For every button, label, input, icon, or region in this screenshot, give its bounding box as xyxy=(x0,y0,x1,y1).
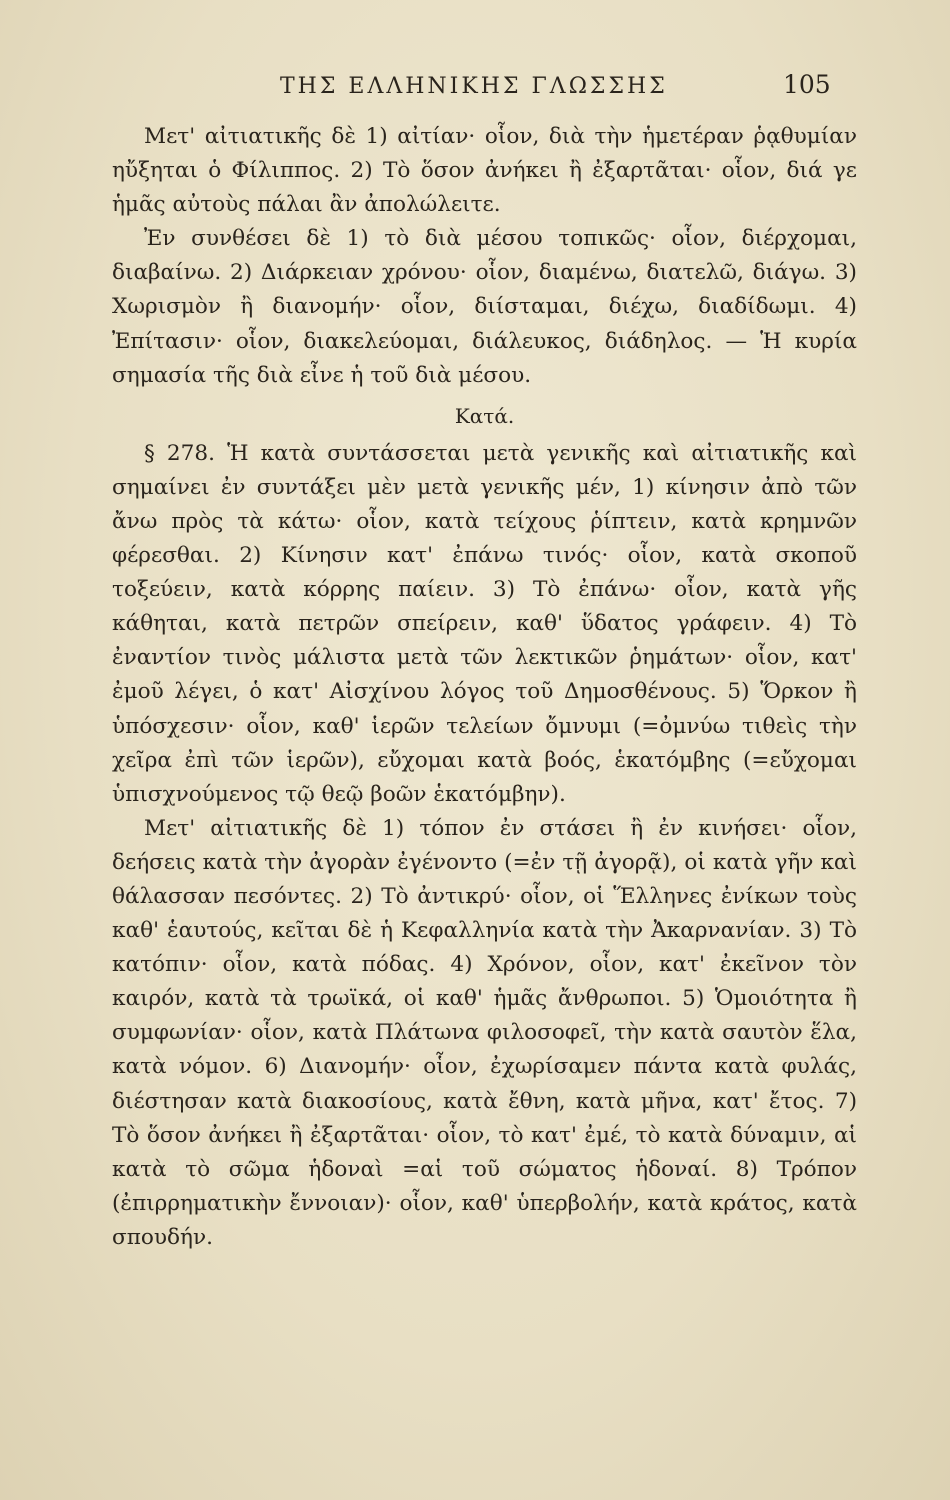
paragraph-kata-accusative: Μετ' αἰτιατικῆς δὲ 1) τόπον ἐν στάσει ἢ ἐν κινήσει· οἷον, δεήσεις κατὰ τὴν ἀγορὰν ἐγένοντο (=ἐν τῇ ἀγορᾷ), οἱ κατὰ γῆν καὶ θάλασσαν πεσόντες. 2) Τὸ ἀντικρύ· οἷον, οἱ Ἕλληνες ἐνίκων τοὺς καθ' ἑαυτούς, κεῖται δὲ ἡ Κεφαλληνία κατὰ τὴν Ἀκαρνανίαν. 3) Τὸ κατόπιν· οἷον, κατὰ πόδας. 4) Χρόνον, οἷον, κατ' ἐκεῖνον τὸν καιρόν, κατὰ τὰ τρωϊκά, οἱ καθ' ἡμᾶς ἄνθρωποι. 5) Ὁμοιότητα ἢ συμφωνίαν· οἷον, κατὰ Πλάτωνα φιλοσοφεῖ, τὴν κατὰ σαυτὸν ἕλα, κατὰ νόμον. 6) Διανομήν· οἷον, ἐχωρίσαμεν πάντα κατὰ φυλάς, διέστησαν κατὰ διακοσίους, κατὰ ἔθνη, κατὰ μῆνα, κατ' ἔτος. 7) Τὸ ὅσον ἀνήκει ἢ ἐξαρτᾶται· οἷον, τὸ κατ' ἐμέ, τὸ κατὰ δύναμιν, αἱ κατὰ τὸ σῶμα ἡδοναὶ =αἱ τοῦ σώματος ἡδοναί. 8) Τρόπον (ἐπιρρηματικὴν ἔννοιαν)· οἷον, καθ' ὑπερβολήν, κατὰ κράτος, κατὰ σπουδήν. xyxy=(112,815,857,1250)
page-number: 105 xyxy=(783,70,831,99)
paragraph-section-278: § 278. Ἡ κατὰ συντάσσεται μετὰ γενικῆς καὶ αἰτιατικῆς καὶ σημαίνει ἐν συντάξει μὲν μετὰ γενικῆς μέν, 1) κίνησιν ἀπὸ τῶν ἄνω πρὸς τὰ κάτω· οἷον, κατὰ τείχους ῥίπτειν, κατὰ κρημνῶν φέρεσθαι. 2) Κίνησιν κατ' ἐπάνω τινός· οἷον, κατὰ σκοποῦ τοξεύειν, κατὰ κόρρης παίειν. 3) Τὸ ἐπάνω· οἷον, κατὰ γῆς κάθηται, κατὰ πετρῶν σπείρειν, καθ' ὕδατος γράφειν. 4) Τὸ ἐναντίον τινὸς μάλιστα μετὰ τῶν λεκτικῶν ῥημάτων· οἷον, κατ' ἐμοῦ λέγει, ὁ κατ' Αἰσχίνου λόγος τοῦ Δημοσθένους. 5) Ὅρκον ἢ ὑπόσχεσιν· οἷον, καθ' ἱερῶν τελείων ὄμνυμι (=ὀμνύω τιθεὶς τὴν χεῖρα ἐπὶ τῶν ἱερῶν), εὔχομαι κατὰ βοός, ἑκατόμβης (=εὔχομαι ὑπισχνούμενος τῷ θεῷ βοῶν ἑκατόμβην). xyxy=(112,440,857,807)
body-text xyxy=(112,120,857,1255)
paragraph-dia-composition: Ἐν συνθέσει δὲ 1) τὸ διὰ μέσου τοπικῶς· οἷον, διέρχομαι, διαβαίνω. 2) Διάρκειαν χρόνου· οἷον, διαμένω, διατελῶ, διάγω. 3) Χωρισμὸν ἢ διανομήν· οἷον, διίσταμαι, διέχω, διαδίδωμι. 4) Ἐπίτασιν· οἷον, διακελεύομαι, διάλευκος, διάδηλος. — Ἡ κυρία σημασία τῆς διὰ εἶνε ἡ τοῦ διὰ μέσου. xyxy=(112,226,857,388)
running-title: ΤΗΣ ΕΛΛΗΝΙΚΗΣ ΓΛΩΣΣΗΣ xyxy=(280,74,668,99)
section-heading-kata: Κατά. xyxy=(454,403,515,428)
paragraph-dia-accusative: Μετ' αἰτιατικῆς δὲ 1) αἰτίαν· οἷον, διὰ τὴν ἡμετέραν ῥᾳθυμίαν ηὔξηται ὁ Φίλιππος. 2) Τὸ ὅσον ἀνήκει ἢ ἐξαρτᾶται· οἷον, διά γε ἡμᾶς αὐτοὺς πάλαι ἂν ἀπολώλειτε. xyxy=(112,124,857,218)
running-head xyxy=(0,68,950,108)
